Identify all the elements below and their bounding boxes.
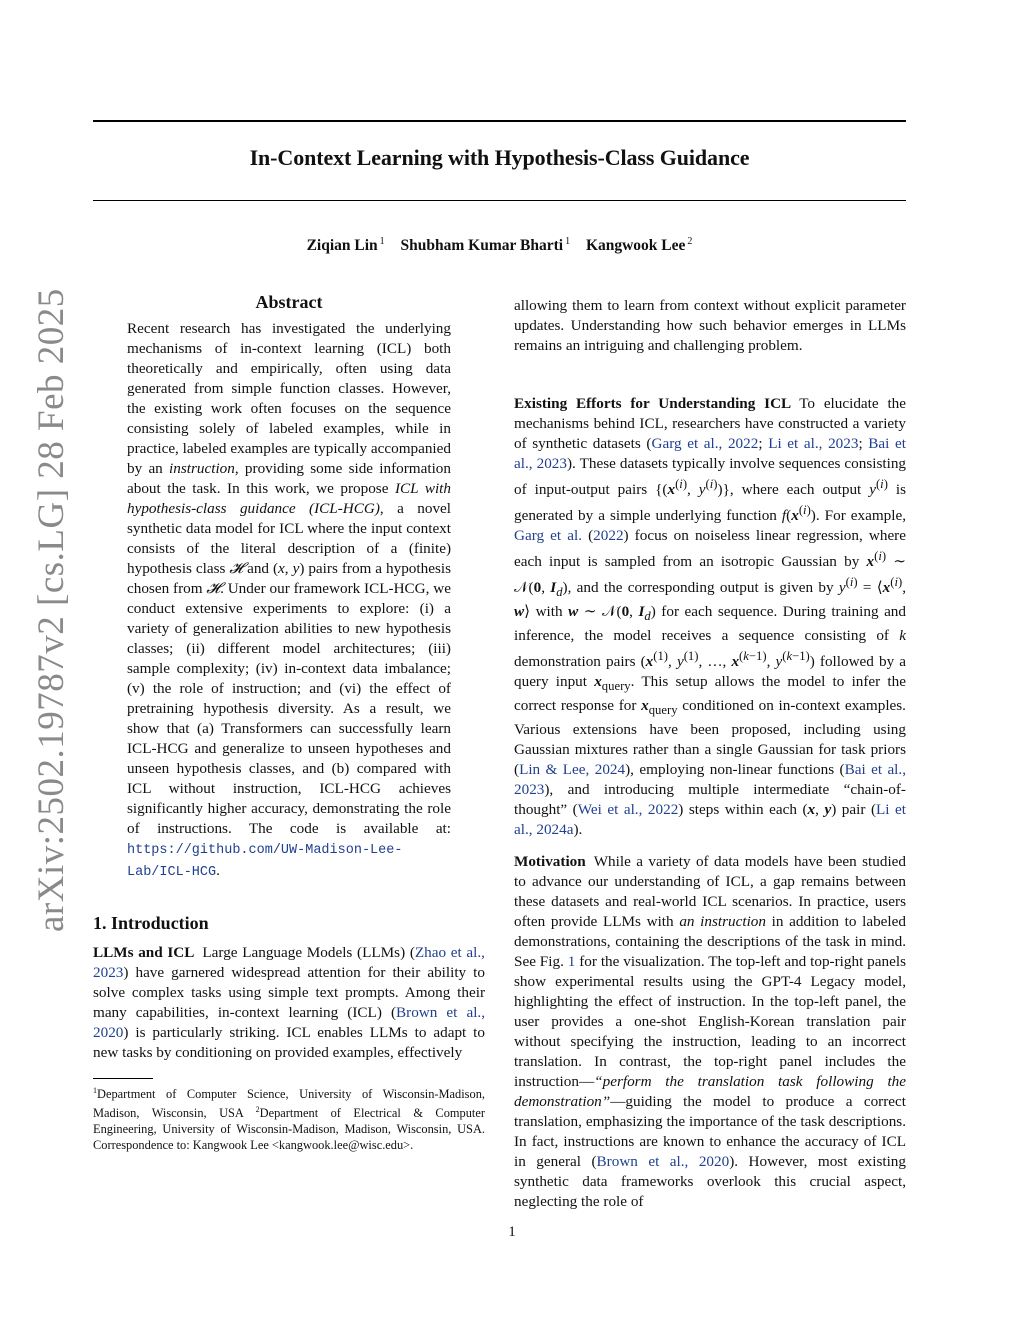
left-column [93, 292, 485, 1075]
paragraph-existing-efforts [514, 394, 906, 840]
text: Recent research has investigated the underlying mechanisms of in-context learning (ICL) both theoretically and empirically, often using data generated from simple function classes. However, the existing work often focuses on the sequence consisting solely of labeled examples, while in practice, labeled examples are typically accompanied by an [127, 320, 451, 477]
paragraph-heading: Existing Efforts for Understanding ICL [514, 395, 792, 412]
paragraph-heading: LLMs and ICL [93, 944, 195, 961]
abstract-body [127, 319, 451, 883]
math-xy-bold: (x, y) [802, 801, 837, 819]
emphasis: instruction [169, 460, 235, 477]
footnote-mark: 2 [255, 1105, 260, 1115]
text: ), employing non-linear functions ( [625, 761, 845, 779]
text: followed by a query input [514, 653, 907, 691]
author [401, 237, 571, 254]
citation-link[interactable]: Garg et al. [514, 527, 582, 545]
continuation-spacer [514, 296, 906, 356]
math-inner: $y^{(i)}$ = $⟨x^{(i)}$, w⟩ [514, 575, 906, 621]
citation-link[interactable]: Bai et al., 2023 [514, 435, 906, 472]
code-link[interactable]: https://github.com/UW-Madison-Lee-Lab/ICL-HCG [127, 843, 403, 880]
text: ( [582, 527, 594, 545]
footnote-rule [93, 1078, 153, 1079]
math-yi: $y^{(i)}$ [869, 477, 888, 499]
citation-link[interactable]: Brown et al., 2020 [93, 1004, 486, 1041]
text: for each sequence. During training and inference, the model receives a sequence consisting of [514, 603, 906, 645]
math-xy: (x, y) [272, 560, 305, 577]
text: ), and introducing multiple intermediate “chain-of-thought” ( [514, 781, 906, 819]
text: is generated by a simple underlying function [514, 481, 907, 525]
text: While a variety of data models have been studied to advance our understanding of ICL, a gap remains between these datasets and real-world ICL scenarios. In practice, users often provide LLMs with [514, 853, 906, 931]
paragraph-llms [93, 943, 485, 1063]
citation-link[interactable]: Li et al., 2023 [768, 435, 859, 452]
page-number: 1 [508, 1224, 516, 1240]
footnote [93, 1083, 485, 1153]
emphasis: ICL with hypothesis-class guidance (ICL-HCG) [127, 480, 451, 517]
text: —guiding the model to produce a correct translation, emphasizing the importance of the task descriptions. In fact, instructions are known to enhance the accuracy of ICL in general ( [514, 1093, 906, 1171]
section-heading-introduction: 1. Introduction [93, 913, 209, 933]
author-list [93, 236, 906, 255]
arxiv-stamp: arXiv:2502.19787v2 [cs.LG] 28 Feb 2025 [31, 288, 72, 932]
text: ; [758, 435, 769, 452]
text: , providing some side information about the task. In this work, we propose [127, 460, 451, 497]
right-column [514, 296, 906, 1224]
text: ). However, most existing synthetic data frameworks overlook this crucial aspect, neglecting the role of [514, 1153, 906, 1211]
math-pairs: {($x^{(i)}$, $y^{(i)}$)} [655, 477, 730, 499]
footnote-mark: 1 [93, 1086, 97, 1095]
text: ) is particularly striking. ICL enables LLMs to adapt to new tasks by conditioning on provided examples, effectively [93, 1024, 485, 1061]
paragraph-llms-continued: allowing them to learn from context without explicit parameter updates. Understanding how such behavior emerges in LLMs remains an intriguing and challenging problem. [514, 297, 906, 354]
text: To elucidate the mechanisms behind ICL, researchers have constructed a variety of synthetic datasets ( [514, 395, 906, 452]
author-affiliation: 2 [687, 236, 693, 247]
author-name: Shubham Kumar Bharti [400, 237, 564, 255]
text: with [530, 603, 569, 621]
text: , a novel synthetic data model for ICL where the input context consists of the literal description of a (finite) hypothesis class [127, 500, 451, 577]
text: conditioned on in-context examples. Various extensions have been proposed, including using Gaussian mixtures rather than a single Gaussian for task priors ( [514, 697, 906, 779]
citation-link[interactable]: Wei et al., 2022 [577, 801, 679, 819]
author-affiliation: 1 [565, 236, 571, 247]
text: . Under our framework ICL-HCG, we conduct extensive experiments to explore: (i) a variety of generalization abilities to new hypothesis classes; (ii) different model architectures; (iii) sample complexity; (iv) in-context data imbalance; (v) the role of instruction; and (vi) the effect of pretraining hypothesis diversity. As a result, we show that (a) Transformers can successfully learn ICL-HCG and generalize to unseen hypotheses and unseen hypothesis classes, and (b) compared with ICL without instruction, ICL-HCG achieves significantly higher accuracy, demonstrating the role of instructions. The code is available at: [127, 580, 451, 837]
text: , where each output [729, 481, 870, 499]
text: Department of Computer Science, University of Wisconsin-Madison, Madison, Wisconsin, USA [93, 1087, 485, 1121]
text: . [216, 862, 220, 879]
emphasis: “perform the translation task following the demonstration” [514, 1073, 906, 1111]
citation-link[interactable]: 2022 [593, 527, 624, 545]
citation-link[interactable]: Brown et al., 2020 [596, 1153, 730, 1171]
paper-title: In-Context Learning with Hypothesis-Class Guidance [249, 145, 750, 170]
citation-link[interactable]: Garg et al., 2022 [651, 435, 759, 452]
text: . For example, [815, 507, 906, 525]
math-w: w ∼ 𝒩(0, $I_d$) [568, 603, 656, 624]
text: ) focus on noiseless linear regression, where each input is sampled from an isotropic Gaussian by [514, 527, 906, 571]
text: in addition to labeled demonstrations, containing the descriptions of the task in mind. See Fig. [514, 913, 906, 971]
text: ). These datasets typically involve sequences consisting of input-output pairs [514, 455, 907, 499]
text: ). [573, 821, 583, 839]
text: Department of Electrical & Computer Engineering, University of Wisconsin-Madison, Madison, Wisconsin, USA. Correspondence to: Kangwook Lee <kangwook.lee@wisc.edu>. [93, 1106, 485, 1153]
text: for the visualization. The top-left and top-right panels show experimental results using the GPT-4 Legacy model, highlighting the effect of instruction. In the top-left panel, the user provides a one-shot English-Korean translation pair without specifying the instruction, leading to an incorrect translation. In contrast, the top-right panel includes the instruction— [514, 953, 906, 1091]
emphasis: an instruction [679, 913, 766, 931]
author-name: Kangwook Lee [585, 237, 686, 255]
math-k: k [899, 627, 906, 645]
abstract-heading: Abstract [255, 292, 323, 312]
figure-link[interactable]: 1 [567, 953, 576, 971]
author [307, 237, 385, 254]
text: , and the corresponding output is given by [567, 579, 839, 597]
title-rule-top [93, 120, 906, 122]
text: . This setup allows the model to infer the correct response for [514, 673, 906, 715]
citation-link[interactable]: Li et al., 2024a [514, 801, 907, 839]
author-name: Ziqian Lin [306, 237, 378, 255]
math-fx: $f(x^{(i)})$ [781, 503, 816, 525]
text: pairs from a hypothesis chosen from [127, 560, 451, 597]
text: Large Language Models (LLMs) ( [202, 944, 415, 961]
citation-link[interactable]: Zhao et al., 2023 [93, 944, 485, 981]
text: ) steps within each [678, 801, 803, 819]
title-rule-bottom [93, 200, 906, 201]
citation-link[interactable]: Lin & Lee, 2024 [519, 761, 626, 779]
citation-link[interactable]: Bai et al., 2023 [514, 761, 906, 799]
text: demonstration pairs [514, 653, 641, 671]
paragraph-heading: Motivation [514, 853, 586, 871]
paragraph-motivation [514, 852, 906, 1212]
math-hypothesis-class: 𝓗 [229, 560, 244, 577]
math-gaussian: $x^{(i)}$ ∼ 𝒩(0, $I_d$) [514, 549, 906, 600]
text: ; [858, 435, 869, 452]
math-xquery: $x_{query}$ [641, 697, 678, 718]
text: ) have garnered widespread attention for their ability to solve complex tasks using simple text prompts. Among their many capabilities, in-context learning (ICL) ( [93, 964, 485, 1021]
text: pair ( [836, 801, 877, 819]
math-seq: ($x^{(1)}$, $y^{(1)}$, …, $x^{(k-1)}$, $y^{(k-1)}$) [640, 649, 815, 671]
author [586, 237, 692, 254]
math-xquery: $x_{query}$ [594, 673, 631, 694]
text: and [243, 560, 273, 577]
author-affiliation: 1 [379, 236, 385, 247]
math-hypothesis-class: 𝓗 [206, 580, 221, 597]
